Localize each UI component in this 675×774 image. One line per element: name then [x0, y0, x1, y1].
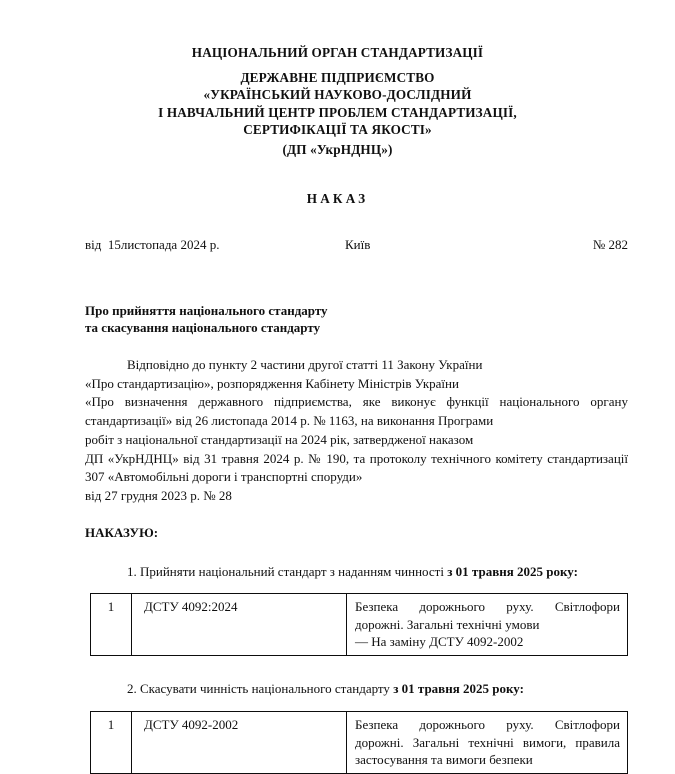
order-meta-row — [0, 237, 675, 257]
item-2-effective-date: з 01 травня 2025 року: — [393, 681, 524, 697]
header-enterprise-line-4: СЕРТИФІКАЦІЇ ТА ЯКОСТІ» — [243, 122, 432, 137]
item-2-number: 2. — [127, 681, 137, 697]
header-enterprise-line-3: І НАВЧАЛЬНИЙ ЦЕНТР ПРОБЛЕМ СТАНДАРТИЗАЦІЇ, — [158, 104, 517, 120]
standard-code: ДСТУ 4092:2024 — [132, 594, 347, 656]
order-date: від 15листопада 2024 р. — [85, 237, 220, 252]
table-row — [91, 594, 628, 656]
order-subject-line-2: та скасування національного стандарту — [85, 320, 321, 335]
preamble-line-2: «Про стандартизацію», розпорядження Кабінету Міністрів України — [85, 375, 459, 391]
header-authority: НАЦІОНАЛЬНИЙ ОРГАН СТАНДАРТИЗАЦІЇ — [191, 45, 484, 60]
description-line-3: застосування та вимоги безпеки — [355, 752, 533, 768]
standard-description — [347, 594, 628, 656]
standards-table-cancelled — [90, 711, 628, 774]
preamble-line-1: Відповідно до пункту 2 частини другої статті 11 Закону України — [127, 357, 483, 372]
preamble-line-4: робіт з національної стандартизації на 2024 рік, затвердженої наказом — [85, 431, 474, 447]
row-index: 1 — [91, 594, 132, 656]
description-line-1: Безпека дорожнього руху. Світлофори — [355, 717, 620, 733]
order-subject — [85, 302, 675, 336]
standards-table-adopted — [90, 593, 628, 656]
order-title: НАКАЗ — [306, 191, 369, 206]
table-row — [91, 712, 628, 774]
item-1-text: Прийняти національний стандарт з наданням чинності — [136, 563, 448, 579]
order-number: № 282 — [592, 237, 628, 252]
header-enterprise-line-1: ДЕРЖАВНЕ ПІДПРИЄМСТВО — [240, 69, 435, 85]
description-line-3: — На заміну ДСТУ 4092-2002 — [355, 634, 524, 650]
description-line-2: дорожні. Загальні технічні вимоги, правила — [355, 734, 620, 750]
order-item-1 — [85, 563, 628, 582]
order-city: Київ — [345, 237, 371, 252]
document-header — [0, 0, 675, 158]
row-index: 1 — [91, 712, 132, 774]
decree-keyword: НАКАЗУЮ: — [85, 524, 159, 540]
order-item-2 — [85, 680, 628, 699]
description-line-1: Безпека дорожнього руху. Світлофори — [355, 599, 620, 615]
preamble-line-5: ДП «УкрНДНЦ» від 31 травня 2024 р. № 190, та протоколу технічного комітету стандартизації 307 «Автомобільні дороги і транспортні споруди» — [85, 450, 628, 485]
preamble-line-6: від 27 грудня 2023 р. № 28 — [85, 487, 232, 503]
header-enterprise-line-2: «УКРАЇНСЬКИЙ НАУКОВО-ДОСЛІДНИЙ — [203, 87, 472, 102]
item-1-number: 1. — [127, 563, 137, 579]
item-1-effective-date: з 01 травня 2025 року: — [447, 563, 578, 579]
description-line-2: дорожні. Загальні технічні умови — [355, 616, 540, 632]
order-subject-line-1: Про прийняття національного стандарту — [85, 303, 328, 318]
header-abbreviation: (ДП «УкрНДНЦ») — [282, 141, 393, 157]
standard-code: ДСТУ 4092-2002 — [132, 712, 347, 774]
preamble-line-3: «Про визначення державного підприємства, яке виконує функції національного органу стандартизації» від 26 листопада 2014 р. № 1163, на виконання Програми — [85, 394, 628, 429]
order-preamble — [85, 356, 628, 506]
item-2-text: Скасувати чинність національного стандарту — [136, 681, 394, 697]
standard-description — [347, 712, 628, 774]
